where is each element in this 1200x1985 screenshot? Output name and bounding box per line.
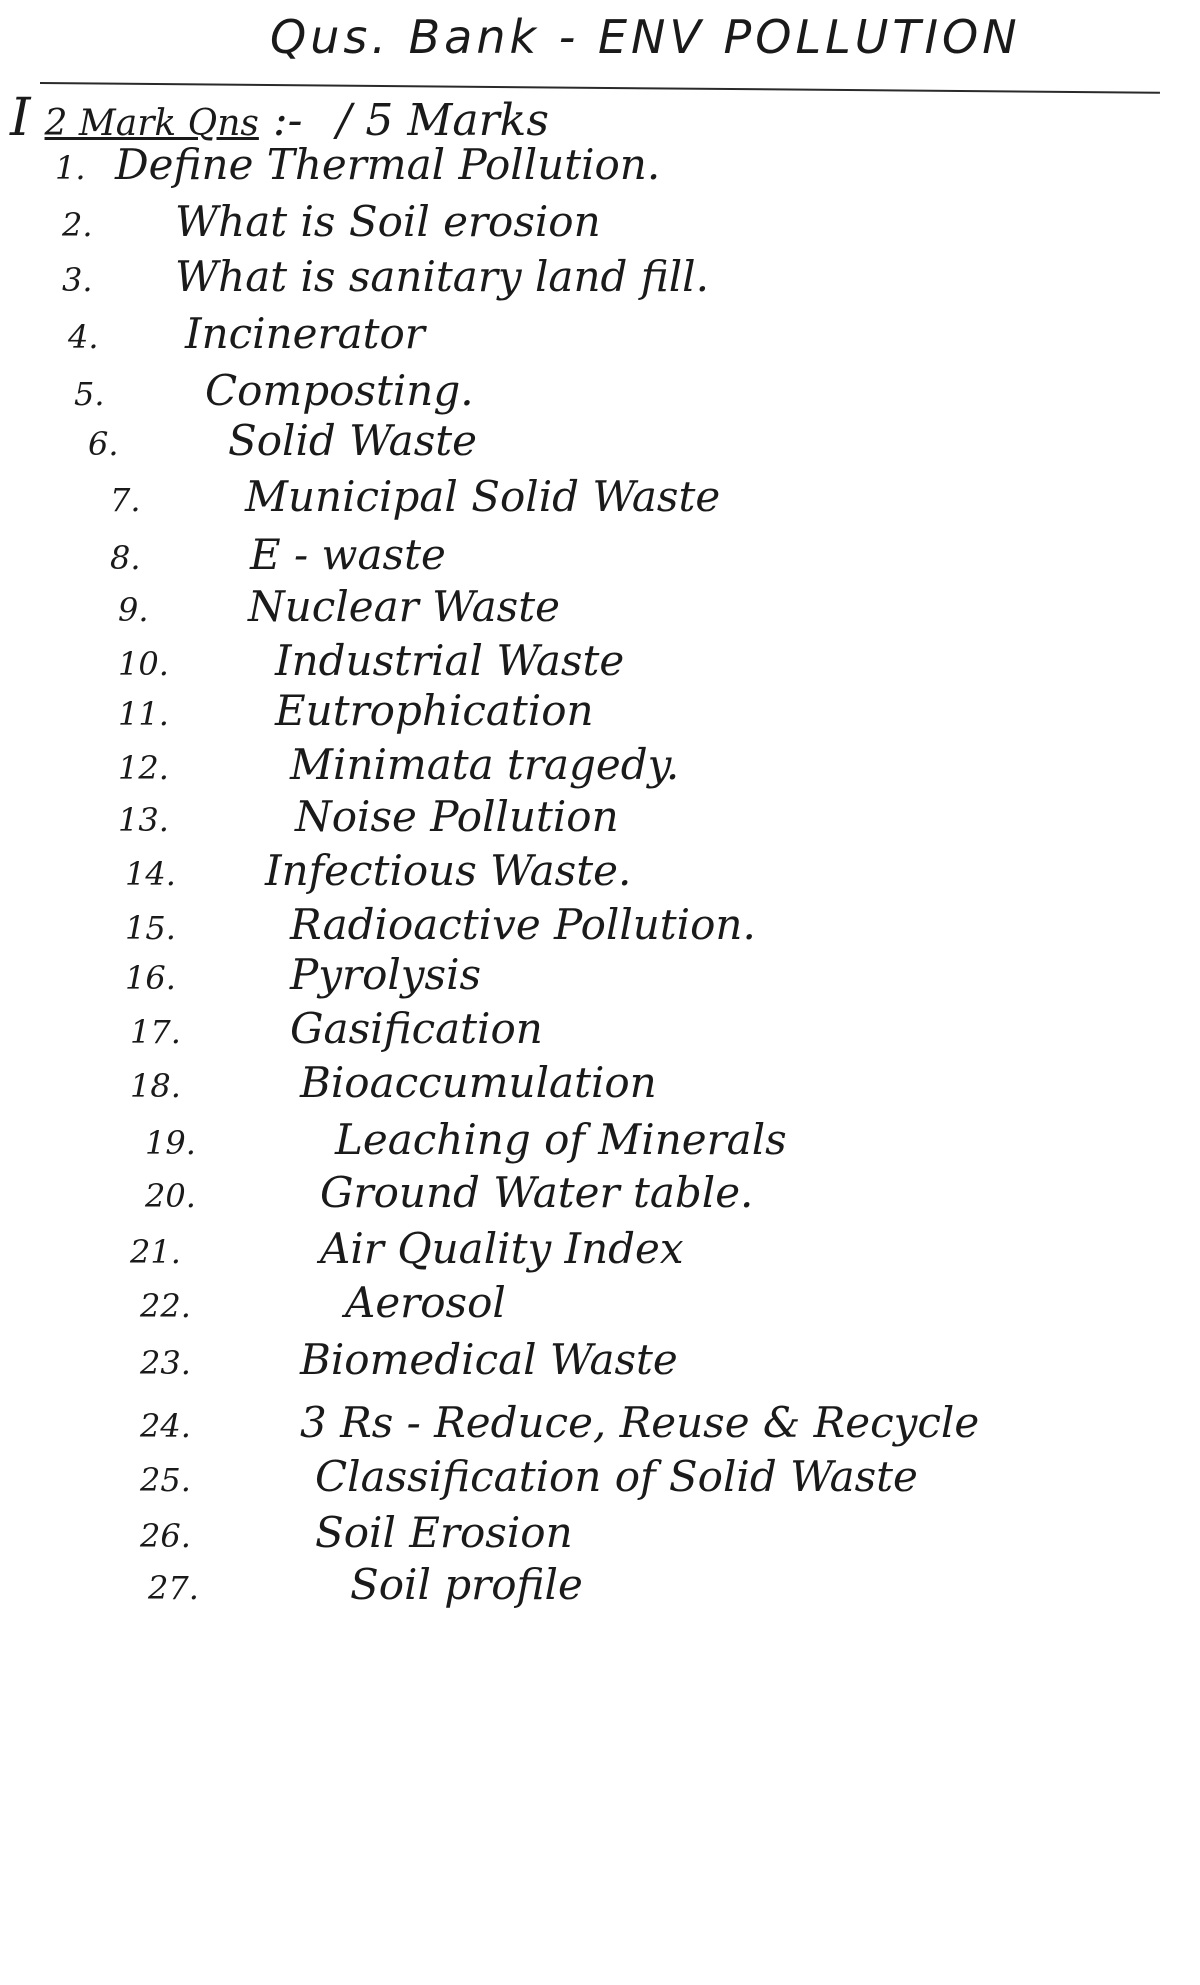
question-text: Eutrophication [275, 686, 594, 735]
question-text: Bioaccumulation [300, 1058, 657, 1107]
question-text: Solid Waste [228, 416, 478, 465]
question-item [118, 636, 624, 685]
question-item [145, 1168, 753, 1217]
question-number: 18. [130, 1067, 181, 1105]
question-number: 4. [68, 318, 99, 356]
question-text: Infectious Waste. [265, 846, 632, 895]
question-text: Soil Erosion [315, 1508, 573, 1557]
question-item [88, 416, 477, 465]
question-item [110, 472, 720, 521]
section-marks: / 5 Marks [336, 95, 549, 146]
question-number: 26. [140, 1517, 191, 1555]
question-item [130, 1004, 543, 1053]
question-item [68, 309, 425, 358]
question-text: Gasification [290, 1004, 543, 1053]
question-item [55, 140, 660, 189]
question-item [130, 1058, 657, 1107]
question-item [148, 1560, 583, 1609]
section-roman-numeral: I [10, 88, 31, 148]
question-item [140, 1335, 678, 1384]
question-text: Classification of Solid Waste [315, 1452, 918, 1501]
question-number: 20. [145, 1177, 196, 1215]
question-number: 5. [74, 375, 105, 413]
question-number: 13. [118, 801, 169, 839]
question-item [125, 950, 481, 999]
question-number: 14. [125, 855, 176, 893]
question-text: Soil profile [350, 1560, 583, 1609]
page-title: Qus. Bank - ENV POLLUTION [270, 10, 1021, 64]
question-item [74, 366, 474, 415]
question-text: What is sanitary land fill. [175, 252, 709, 301]
question-number: 1. [55, 149, 86, 187]
section-label: 2 Mark Qns [44, 103, 259, 144]
section-heading [10, 88, 1160, 148]
question-number: 2. [62, 206, 93, 244]
question-text: Minimata tragedy. [290, 740, 680, 789]
question-text: Composting. [205, 366, 474, 415]
section-separator: :- [272, 95, 303, 146]
question-text: E - waste [250, 530, 446, 579]
question-item [118, 686, 594, 735]
question-number: 27. [148, 1569, 199, 1607]
question-number: 9. [118, 591, 149, 629]
question-number: 23. [140, 1344, 191, 1382]
question-item [140, 1398, 979, 1447]
question-text: Noise Pollution [295, 792, 619, 841]
question-number: 16. [125, 959, 176, 997]
question-item [140, 1278, 506, 1327]
question-number: 8. [110, 539, 141, 577]
question-text: Municipal Solid Waste [245, 472, 721, 521]
question-item [140, 1452, 918, 1501]
question-text: What is Soil erosion [175, 197, 601, 246]
question-text: Industrial Waste [275, 636, 625, 685]
question-text: Air Quality Index [320, 1224, 684, 1273]
question-text: Incinerator [185, 309, 425, 358]
question-text: Nuclear Waste [248, 582, 560, 631]
question-number: 21. [130, 1233, 181, 1271]
question-item [125, 846, 631, 895]
question-number: 15. [125, 909, 176, 947]
question-number: 3. [62, 261, 93, 299]
question-number: 25. [140, 1461, 191, 1499]
question-text: Biomedical Waste [300, 1335, 678, 1384]
question-item [140, 1508, 573, 1557]
question-number: 22. [140, 1287, 191, 1325]
question-text: Define Thermal Pollution. [115, 140, 661, 189]
question-text: Aerosol [345, 1278, 506, 1327]
question-number: 6. [88, 425, 119, 463]
question-number: 7. [110, 481, 141, 519]
question-number: 17. [130, 1013, 181, 1051]
question-item [130, 1224, 684, 1273]
question-item [62, 252, 709, 301]
question-item [145, 1115, 787, 1164]
question-text: 3 Rs - Reduce, Reuse & Recycle [300, 1398, 980, 1447]
question-text: Pyrolysis [290, 950, 482, 999]
question-item [118, 792, 619, 841]
question-item [110, 530, 446, 579]
question-number: 11. [118, 695, 169, 733]
question-text: Radioactive Pollution. [290, 900, 756, 949]
question-item [125, 900, 756, 949]
question-text: Leaching of Minerals [335, 1115, 787, 1164]
question-number: 10. [118, 645, 169, 683]
question-number: 12. [118, 749, 169, 787]
question-item [62, 197, 601, 246]
question-item [118, 582, 560, 631]
question-number: 19. [145, 1124, 196, 1162]
question-text: Ground Water table. [320, 1168, 754, 1217]
question-item [118, 740, 679, 789]
question-number: 24. [140, 1407, 191, 1445]
